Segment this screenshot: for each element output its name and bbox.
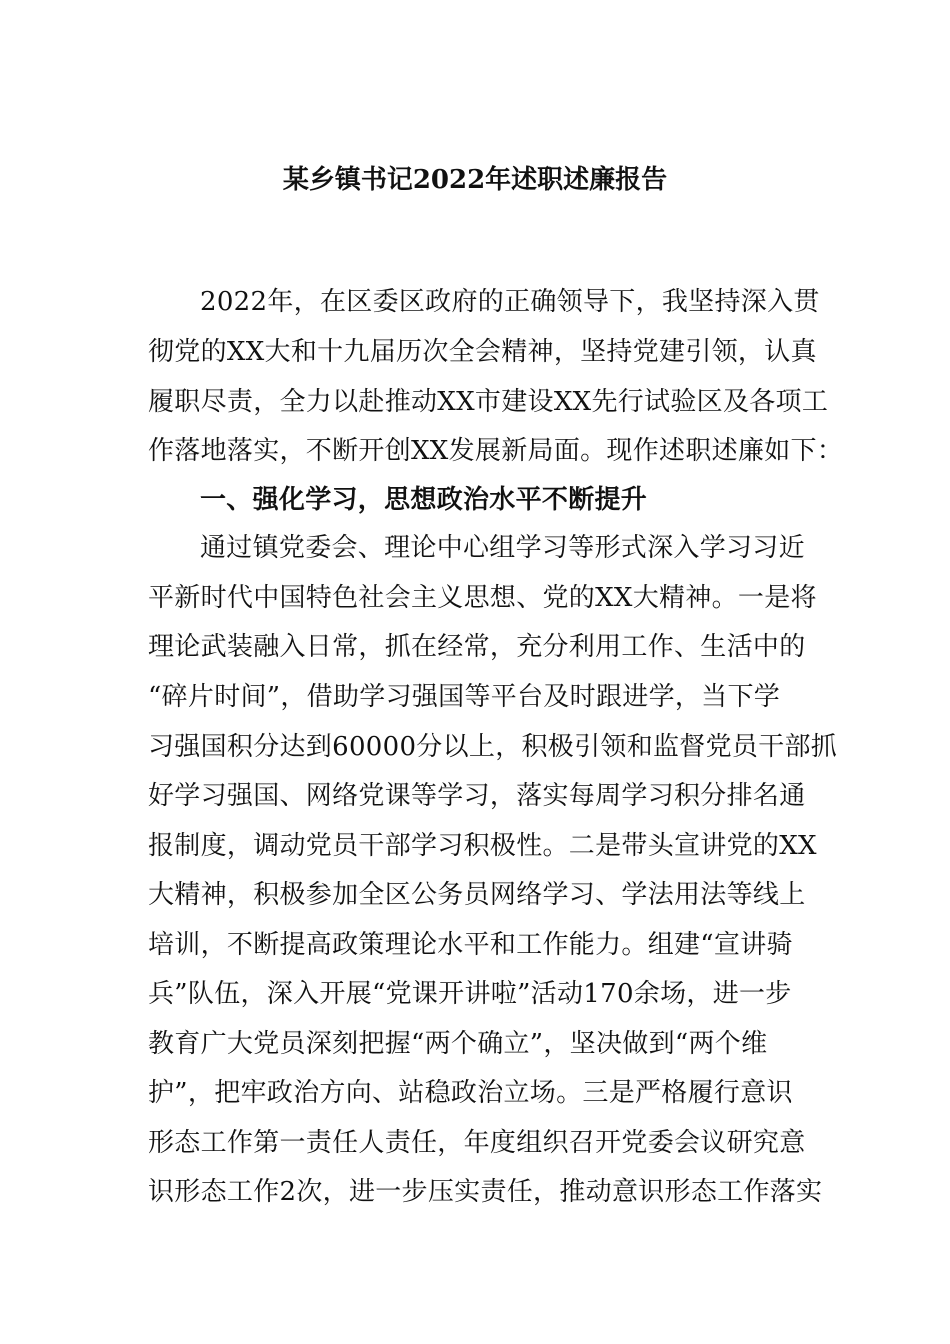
intro-line: 作落地落实，不断开创XX发展新局面。现作述职述廉如下： — [148, 436, 844, 466]
document-title: 某乡镇书记2022年述职述廉报告 — [282, 165, 668, 195]
body-line: “碎片时间”，借助学习强国等平台及时跟进学，当下学 — [148, 682, 781, 712]
intro-line: 2022年，在区委区政府的正确领导下，我坚持深入贯 — [200, 287, 820, 317]
body-line: 教育广大党员深刻把握“两个确立”，坚决做到“两个维 — [148, 1029, 768, 1059]
body-line: 形态工作第一责任人责任，年度组织召开党委会议研究意 — [148, 1128, 806, 1158]
body-line: 护”，把牢政治方向、站稳政治立场。三是严格履行意识 — [148, 1078, 793, 1108]
body-line: 大精神，积极参加全区公务员网络学习、学法用法等线上 — [148, 880, 806, 910]
body-line: 报制度，调动党员干部学习积极性。二是带头宣讲党的XX — [148, 831, 817, 861]
intro-line: 履职尽责，全力以赴推动XX市建设XX先行试验区及各项工 — [148, 387, 829, 417]
body-line: 培训，不断提高政策理论水平和工作能力。组建“宣讲骑 — [148, 930, 793, 960]
body-line: 平新时代中国特色社会主义思想、党的XX大精神。一是将 — [148, 583, 817, 613]
body-line: 理论武装融入日常，抓在经常，充分利用工作、生活中的 — [148, 632, 806, 662]
body-line: 好学习强国、网络党课等学习，落实每周学习积分排名通 — [148, 781, 806, 811]
body-line: 兵”队伍，深入开展“党课开讲啦”活动170余场，进一步 — [148, 979, 792, 1009]
section-heading: 一、强化学习，思想政治水平不断提升 — [200, 485, 648, 515]
body-line: 识形态工作2次，进一步压实责任，推动意识形态工作落实 — [148, 1177, 823, 1207]
body-line: 习强国积分达到60000分以上，积极引领和监督党员干部抓 — [148, 732, 838, 762]
intro-line: 彻党的XX大和十九届历次全会精神，坚持党建引领，认真 — [148, 337, 817, 367]
body-line: 通过镇党委会、理论中心组学习等形式深入学习习近 — [200, 533, 805, 563]
